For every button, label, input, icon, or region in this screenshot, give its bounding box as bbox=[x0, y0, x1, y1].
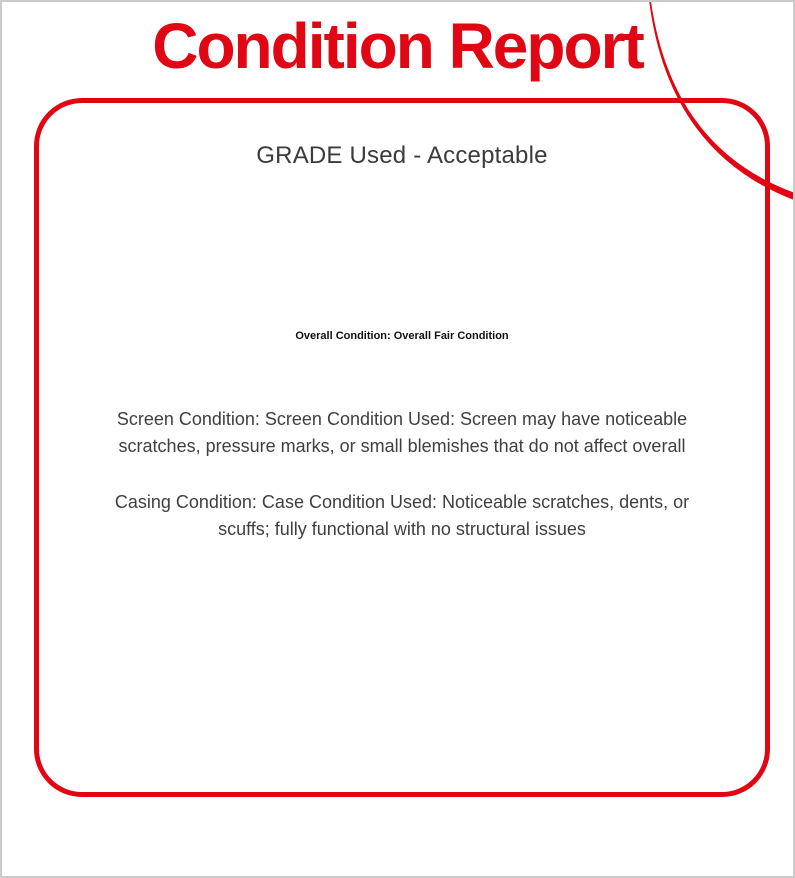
screen-condition-text: Screen Condition: Screen Condition Used: Screen may have noticeable scratches, pressure marks, or small blemishes that do not affect overall bbox=[116, 409, 688, 456]
report-title: Condition Report bbox=[152, 10, 643, 82]
casing-condition-text: Casing Condition: Case Condition Used: Noticeable scratches, dents, or scuffs; fully functional with no structural issues bbox=[114, 492, 690, 539]
report-border-box bbox=[34, 98, 770, 797]
grade-heading: GRADE Used - Acceptable bbox=[256, 142, 548, 169]
overall-condition-text: Overall Condition: Overall Fair Condition bbox=[295, 330, 509, 342]
